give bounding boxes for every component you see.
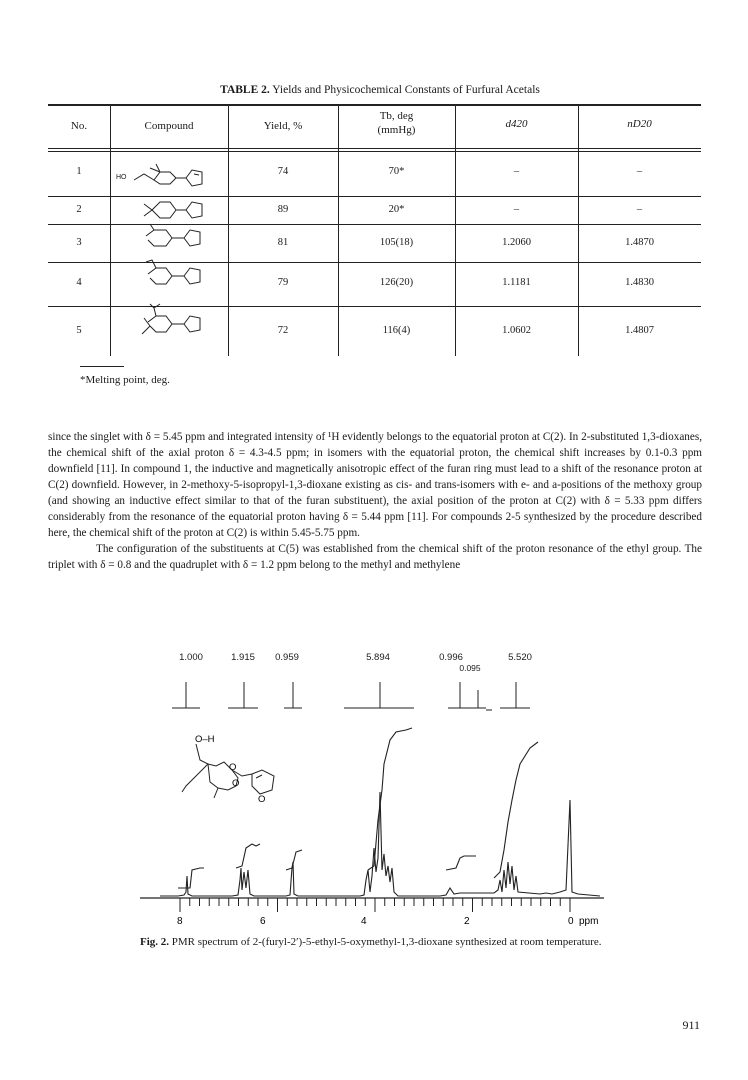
integral-markers: [172, 682, 530, 710]
cell-refraction: –: [636, 166, 643, 177]
header-tb-line2: (mmHg): [377, 124, 416, 136]
spectrum-trace: [160, 792, 600, 896]
structure-o-label: O: [229, 762, 237, 773]
integral-label: 0.959: [275, 652, 299, 663]
axis-tick-label: 4: [361, 916, 367, 927]
cell-tb: 20*: [388, 204, 405, 215]
cell-refraction: 1.4870: [625, 237, 654, 248]
header-density: d420: [505, 118, 528, 130]
compound-1-ho-label: HO: [116, 174, 127, 181]
integral-label: 5.894: [366, 652, 390, 663]
integral-label: 1.915: [231, 652, 255, 663]
page-number: 911: [682, 1018, 700, 1032]
structure-oh-label: O–H: [195, 734, 215, 745]
integral-label: 0.996: [439, 652, 463, 663]
figure-caption-text: PMR spectrum of 2-(furyl-2′)-5-ethyl-5-oxymethyl-1,3-dioxane synthesized at room temperature.: [171, 936, 602, 948]
axis-unit-label: ppm: [579, 916, 599, 927]
paragraph-1: since the singlet with δ = 5.45 ppm and integrated intensity of ¹H evidently belongs to the equatorial proton at C(2). In 2-substituted 1,3-dioxanes, the chemical shift of the axial proton δ = 4.3-4.5 ppm; in isomers with the equatorial proton, the chemical shift increases by 0.1-0.3 ppm downfield [11]. In compound 1, the inductive and magnetically anisotropic effect of the furan ring must lead to a shift of the resonance proton at C(2) downfield. However, in 2-methoxy-5-isopropyl-1,3-dioxane existing as cis- and trans-isomers with e- and a-positions of the methoxy group (and showing an inductive effect similar to that of the furan substituent), the axial position of the proton at C(2) with δ = 5.33 ppm differs considerably from the resonance of the equatorial proton having δ = 5.44 ppm [11]. For compounds 2-5 synthesized by the procedure described here, the chemical shift of the proton at C(2) is within 5.45-5.75 ppm.: [48, 431, 702, 539]
cell-yield: 89: [277, 204, 289, 215]
axis-tick-label: 6: [260, 916, 266, 927]
cell-no: 4: [76, 277, 82, 288]
cell-yield: 79: [277, 277, 289, 288]
cell-refraction: 1.4830: [625, 277, 654, 288]
cell-density: 1.1181: [502, 277, 531, 288]
cell-no: 3: [76, 237, 82, 248]
cell-tb: 70*: [388, 166, 405, 177]
cell-density: –: [513, 166, 520, 177]
cell-tb: 105(18): [379, 237, 414, 248]
paragraph-2: The configuration of the substituents at C(5) was established from the chemical shift of the proton resonance of the ethyl group. The triplet with δ = 0.8 and the quadruplet with δ = 1.2 ppm belong to the methyl and methylene: [48, 543, 702, 571]
cell-no: 2: [76, 204, 82, 215]
cell-yield: 72: [277, 325, 289, 336]
cell-tb: 126(20): [379, 277, 414, 288]
header-tb-line1: Tb, deg: [379, 110, 414, 122]
axis-tick-label: 8: [177, 916, 183, 927]
figure-caption: [140, 935, 615, 950]
cell-no: 5: [76, 325, 82, 336]
header-no: No.: [70, 120, 88, 132]
cell-yield: 81: [277, 237, 289, 248]
header-refraction: nD20: [627, 118, 652, 130]
axis-tick-label: 0: [568, 916, 574, 927]
cell-yield: 74: [277, 166, 289, 177]
axis-tick-label: 2: [464, 916, 470, 927]
cell-density: 1.0602: [502, 325, 531, 336]
structure-o-label: O: [232, 778, 240, 789]
cell-refraction: 1.4807: [625, 325, 654, 336]
figure-structure: [182, 744, 274, 798]
cell-density: 1.2060: [502, 237, 531, 248]
integral-label: 1.000: [179, 652, 203, 663]
axis-ticks: [180, 898, 570, 912]
cell-density: –: [513, 204, 520, 215]
table-footnote: *Melting point, deg.: [80, 374, 170, 386]
table-title: Yields and Physicochemical Constants of Furfural Acetals: [272, 84, 540, 96]
cell-tb: 116(4): [382, 325, 411, 336]
figure-label: Fig. 2.: [140, 936, 170, 948]
integral-label: 5.520: [508, 652, 532, 663]
cell-refraction: –: [636, 204, 643, 215]
integral-label: 0.095: [459, 663, 481, 673]
cell-no: 1: [76, 166, 82, 177]
header-yield: Yield, %: [263, 120, 303, 132]
structure-o-label: O: [258, 794, 266, 805]
table-label: TABLE 2.: [220, 84, 270, 96]
header-compound: Compound: [144, 120, 194, 132]
integral-curves: [178, 728, 538, 888]
